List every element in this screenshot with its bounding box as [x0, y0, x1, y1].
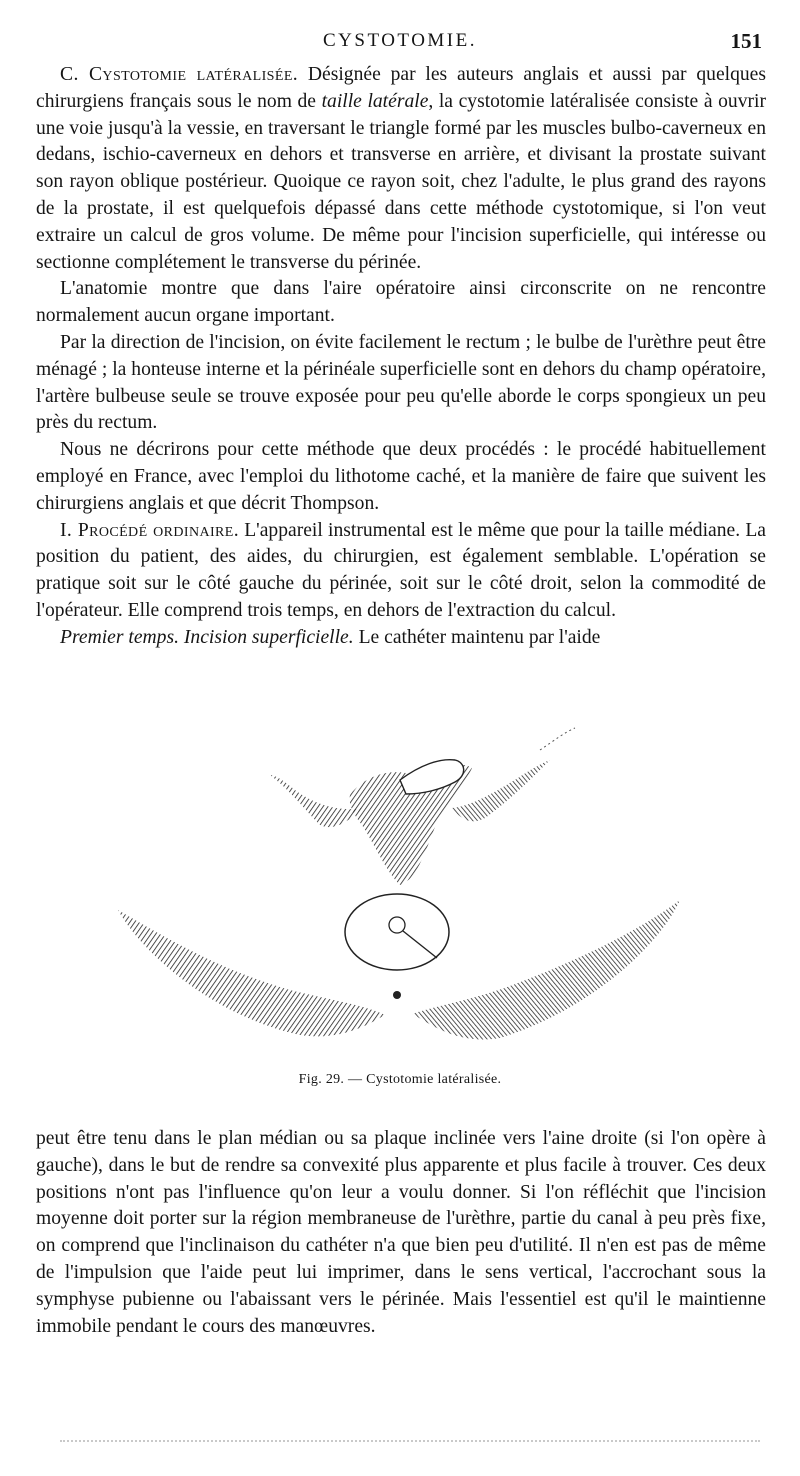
upper-text-block	[36, 62, 766, 652]
running-title: CYSTOTOMIE.	[322, 30, 477, 51]
section-c-text-a: Désignée par les auteurs anglais et aussi par quelques chirurgiens français sous le nom de	[36, 64, 766, 112]
figure-29-illustration	[100, 720, 700, 1070]
left-fold-shading	[270, 775, 362, 827]
page-number: 151	[730, 29, 762, 53]
coccyx-mark	[393, 991, 401, 999]
paragraph-continuation: peut être tenu dans le plan médian ou sa plaque inclinée vers l'aine droite (si l'on opère à gauche), dans le but de rendre sa convexité plus apparente et plus facile à trouver. Ces deux positions n'ont pas l'influence qu'on leur a voulu donner. Si l'on réfléchit que l'incision moyenne doit porter sur la région membraneuse de l'urèthre, partie du canal à peu près fixe, on comprend que l'inclinaison du cathéter n'a que bien peu d'utilité. Il n'en est pas de même de l'impulsion que l'aide peut lui imprimer, dans le sens vertical, l'accrochant sous la symphyse pubienne ou l'abaissant vers le périnée. Mais l'essentiel est qu'il le maintienne immobile pendant le cours des manœuvres.	[36, 1128, 766, 1337]
procede-heading: I. Procédé ordinaire.	[60, 519, 240, 541]
figure-caption: Fig. 29. — Cystotomie latéralisée.	[298, 1072, 502, 1087]
anus-ring	[389, 917, 405, 933]
running-head	[0, 30, 800, 56]
section-c-heading: C. Cystotomie latéralisée.	[60, 64, 299, 85]
paragraph-premier-temps	[36, 625, 766, 652]
operative-field-outline	[345, 894, 449, 970]
guide-dotted-line	[540, 728, 575, 750]
paragraph-section-c	[36, 62, 766, 276]
paragraph-procede-ordinaire	[36, 518, 766, 625]
paragraph-anatomie: L'anatomie montre que dans l'aire opératoire ainsi circonscrite on ne rencontre normalement aucun organe important.	[36, 278, 766, 327]
lower-text-block	[36, 1126, 766, 1340]
paragraph-direction: Par la direction de l'incision, on évite facilement le rectum ; le bulbe de l'urèthre peut être ménagé ; la honteuse interne et la périnéale superficielle sont en dehors du champ opératoire, l'artère bulbeuse seule se trouve exposée pour peu qu'elle aborde le corps spongieux un peu près du rectum.	[36, 331, 766, 434]
procede-text: L'appareil instrumental est le même que pour la taille médiane. La position du patient, des aides, du chirurgien, est également semblable. L'opération se pratique soit sur le côté gauche du périnée, soit sur le côté droit, selon la commodité de l'opérateur. Elle comprend trois temps, en dehors de l'extraction du calcul.	[36, 519, 766, 621]
section-c-term: taille latérale	[321, 90, 429, 112]
incision-line	[403, 931, 437, 958]
perineum-engraving	[100, 720, 700, 1070]
premier-temps-text: Le cathéter maintenu par l'aide	[353, 626, 601, 648]
bottom-edge-noise	[60, 1440, 760, 1446]
paragraph-procedes: Nous ne décrirons pour cette méthode que deux procédés : le procédé habituellement employé en France, avec l'emploi du lithotome caché, et la manière de faire que suivent les chirurgiens anglais et que décrit Thompson.	[36, 439, 766, 514]
section-c-text-b: , la cystotomie latéralisée consiste à ouvrir une voie jusqu'à la vessie, en traversant le triangle formé par les muscles bulbo-caverneux en dedans, ischio-caverneux en dehors et transverse en arrière, et divisant la prostate suivant son rayon oblique postérieur. Quoique ce rayon soit, chez l'adulte, le plus grand des rayons de la prostate, il est quelquefois dépassé dans cette méthode cystotomique, si l'on veut extraire un calcul de gros volume. De même pour l'incision superficielle, qui intéresse ou sectionne complétement le transverse du périnée.	[36, 90, 766, 273]
premier-temps-heading: Premier temps. Incision superficielle.	[60, 626, 354, 648]
right-thigh-shading	[412, 900, 680, 1040]
